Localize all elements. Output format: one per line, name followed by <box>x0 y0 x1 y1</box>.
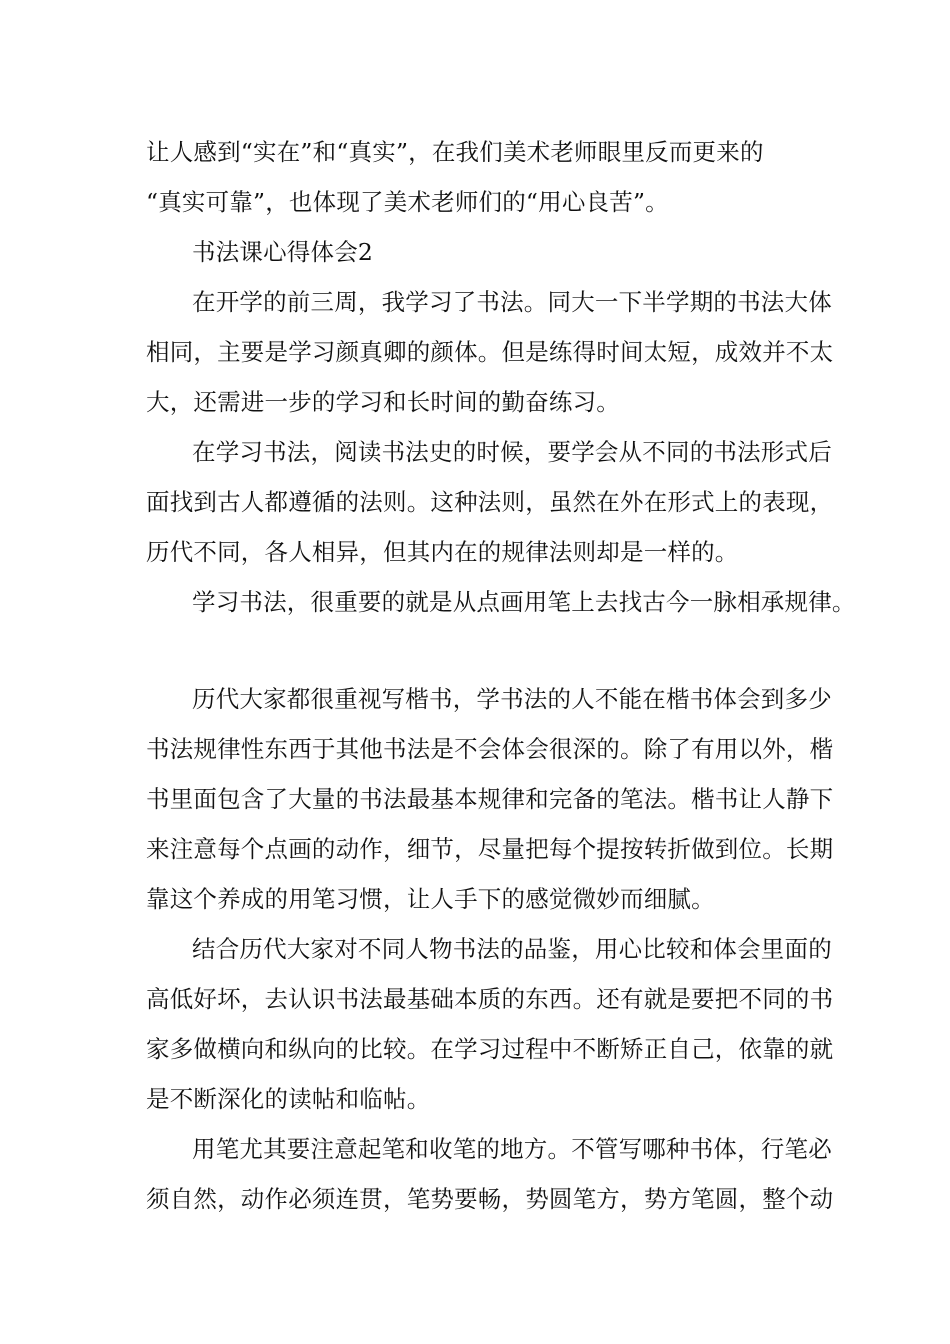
text-line-20: 用笔尤其要注意起笔和收笔的地方。不管写哪种书体，行笔必 <box>192 1135 832 1163</box>
text-line-16: 结合历代大家对不同人物书法的品鉴，用心比较和体会里面的 <box>192 935 832 963</box>
text-line-9: 历代不同，各人相异，但其内在的规律法则却是一样的。 <box>146 538 739 566</box>
text-line-10: 学习书法，很重要的就是从点画用笔上去找古今一脉相承规律。 <box>192 588 856 616</box>
text-line-4: 在开学的前三周，我学习了书法。同大一下半学期的书法大体 <box>192 288 832 316</box>
text-line-6: 大，还需进一步的学习和长时间的勤奋练习。 <box>146 388 620 416</box>
text-line-18: 家多做横向和纵向的比较。在学习过程中不断矫正自己，依靠的就 <box>146 1035 834 1063</box>
text-line-5: 相同，主要是学习颜真卿的颜体。但是练得时间太短，成效并不太 <box>146 338 834 366</box>
text-line-21: 须自然，动作必须连贯，笔势要畅，势圆笔方，势方笔圆，整个动 <box>146 1185 834 1213</box>
text-line-15: 靠这个养成的用笔习惯，让人手下的感觉微妙而细腻。 <box>146 885 715 913</box>
text-line-12: 书法规律性东西于其他书法是不会体会很深的。除了有用以外，楷 <box>146 735 834 763</box>
text-line-11: 历代大家都很重视写楷书，学书法的人不能在楷书体会到多少 <box>192 685 832 713</box>
text-line-2: “真实可靠”，也体现了美术老师们的“用心良苦”。 <box>146 188 669 216</box>
text-line-19: 是不断深化的读帖和临帖。 <box>146 1085 431 1113</box>
section-heading: 书法课心得体会2 <box>192 238 374 266</box>
text-line-13: 书里面包含了大量的书法最基本规律和完备的笔法。楷书让人静下 <box>146 785 834 813</box>
text-line-14: 来注意每个点画的动作，细节，尽量把每个提按转折做到位。长期 <box>146 835 834 863</box>
text-line-8: 面找到古人都遵循的法则。这种法则，虽然在外在形式上的表现， <box>146 488 834 516</box>
text-line-17: 高低好坏，去认识书法最基础本质的东西。还有就是要把不同的书 <box>146 985 834 1013</box>
text-line-1: 让人感到“实在”和“真实”，在我们美术老师眼里反而更来的 <box>146 138 764 166</box>
text-line-7: 在学习书法，阅读书法史的时候，要学会从不同的书法形式后 <box>192 438 832 466</box>
